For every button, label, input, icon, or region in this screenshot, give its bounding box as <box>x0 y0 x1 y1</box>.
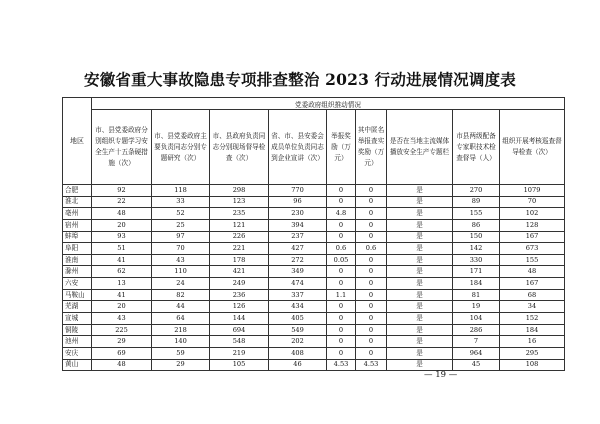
table-cell: 0 <box>356 301 387 313</box>
table-row <box>63 266 565 278</box>
column-header: 其中匿名举报查实奖励（万元） <box>356 110 387 185</box>
table-cell: 155 <box>500 254 565 266</box>
table-cell: 41 <box>92 289 152 301</box>
column-header: 举报奖励（万元） <box>327 110 356 185</box>
table-cell: 236 <box>210 289 269 301</box>
table-cell: 1079 <box>500 185 565 197</box>
table-row <box>63 219 565 231</box>
table-cell: 70 <box>152 243 210 255</box>
table-cell: 48 <box>92 208 152 220</box>
table-cell: 82 <box>152 289 210 301</box>
table-cell: 0 <box>356 266 387 278</box>
table-cell: 0 <box>356 185 387 197</box>
table-cell: 22 <box>92 196 152 208</box>
table-cell: 44 <box>152 301 210 313</box>
table-cell: 474 <box>269 278 327 290</box>
table-cell: 0.05 <box>327 254 356 266</box>
region-cell: 马鞍山 <box>63 289 92 301</box>
column-header: 市、县党委政府分别组织专题学习安全生产十五条硬措施（次） <box>92 110 152 185</box>
table-cell: 770 <box>269 185 327 197</box>
table-cell: 7 <box>453 336 500 348</box>
table-cell: 0 <box>356 231 387 243</box>
table-cell: 是 <box>387 185 453 197</box>
table-cell: 434 <box>269 301 327 313</box>
table-cell: 249 <box>210 278 269 290</box>
table-cell: 0 <box>356 347 387 359</box>
table-cell: 89 <box>453 196 500 208</box>
column-header: 是否在当地主流媒体播放安全生产专题栏 <box>387 110 453 185</box>
column-header: 市县两级配备专家职技术检查督导（人） <box>453 110 500 185</box>
table-cell: 102 <box>500 208 565 220</box>
table-cell: 167 <box>500 231 565 243</box>
table-cell: 0 <box>327 185 356 197</box>
table-cell: 230 <box>269 208 327 220</box>
table-cell: 144 <box>210 313 269 325</box>
table-cell: 13 <box>92 278 152 290</box>
table-cell: 是 <box>387 289 453 301</box>
table-cell: 51 <box>92 243 152 255</box>
region-cell: 淮南 <box>63 254 92 266</box>
table-cell: 394 <box>269 219 327 231</box>
table-cell: 96 <box>269 196 327 208</box>
table-cell: 337 <box>269 289 327 301</box>
table-cell: 0 <box>356 289 387 301</box>
table-row <box>63 347 565 359</box>
table-cell: 104 <box>453 313 500 325</box>
column-header: 市、县党委政府主要负责同志分别专题研究（次） <box>152 110 210 185</box>
table-cell: 69 <box>92 347 152 359</box>
table-row <box>63 196 565 208</box>
table-row <box>63 313 565 325</box>
table-cell: 86 <box>453 219 500 231</box>
region-cell: 宣城 <box>63 313 92 325</box>
table-cell: 286 <box>453 324 500 336</box>
table-row <box>63 301 565 313</box>
table-cell: 140 <box>152 336 210 348</box>
table-cell: 是 <box>387 254 453 266</box>
region-cell: 铜陵 <box>63 324 92 336</box>
table-cell: 43 <box>92 313 152 325</box>
column-header: 省、市、县安委会成员单位负责同志到企业宣讲（次） <box>269 110 327 185</box>
table-cell: 64 <box>152 313 210 325</box>
table-body <box>63 185 565 371</box>
table-cell: 0 <box>356 208 387 220</box>
table-cell: 41 <box>92 254 152 266</box>
table-row <box>63 359 565 371</box>
table-cell: 0.6 <box>356 243 387 255</box>
table-cell: 48 <box>500 266 565 278</box>
table-cell: 0 <box>327 219 356 231</box>
table-cell: 是 <box>387 301 453 313</box>
table-cell: 110 <box>152 266 210 278</box>
region-cell: 宿州 <box>63 219 92 231</box>
table-cell: 408 <box>269 347 327 359</box>
table-cell: 29 <box>152 359 210 371</box>
table-cell: 0 <box>356 196 387 208</box>
region-cell: 安庆 <box>63 347 92 359</box>
table-cell: 20 <box>92 219 152 231</box>
table-cell: 48 <box>92 359 152 371</box>
table-cell: 295 <box>500 347 565 359</box>
table-cell: 4.8 <box>327 208 356 220</box>
table-cell: 是 <box>387 231 453 243</box>
region-cell: 蚌埠 <box>63 231 92 243</box>
table-cell: 81 <box>453 289 500 301</box>
table-cell: 0 <box>327 231 356 243</box>
table-row <box>63 324 565 336</box>
table-cell: 225 <box>92 324 152 336</box>
table-cell: 0 <box>356 219 387 231</box>
table-cell: 0 <box>327 301 356 313</box>
table-cell: 68 <box>500 289 565 301</box>
table-cell: 25 <box>152 219 210 231</box>
table-cell: 97 <box>152 231 210 243</box>
table-cell: 105 <box>210 359 269 371</box>
header-row <box>63 110 565 185</box>
table-cell: 0 <box>327 278 356 290</box>
table-cell: 219 <box>210 347 269 359</box>
table-cell: 52 <box>152 208 210 220</box>
table-cell: 是 <box>387 219 453 231</box>
table-cell: 43 <box>152 254 210 266</box>
table-cell: 0 <box>356 324 387 336</box>
table-cell: 0 <box>327 347 356 359</box>
table-cell: 405 <box>269 313 327 325</box>
table-cell: 0 <box>356 336 387 348</box>
region-cell: 亳州 <box>63 208 92 220</box>
table-cell: 270 <box>453 185 500 197</box>
table-cell: 是 <box>387 208 453 220</box>
region-cell: 淮北 <box>63 196 92 208</box>
table-cell: 272 <box>269 254 327 266</box>
table-cell: 是 <box>387 336 453 348</box>
table-row <box>63 289 565 301</box>
table-cell: 46 <box>269 359 327 371</box>
table-cell: 427 <box>269 243 327 255</box>
table-cell: 155 <box>453 208 500 220</box>
table-cell: 是 <box>387 359 453 371</box>
table-cell: 171 <box>453 266 500 278</box>
table-cell: 549 <box>269 324 327 336</box>
table-cell: 349 <box>269 266 327 278</box>
table-cell: 128 <box>500 219 565 231</box>
table-cell: 0 <box>356 313 387 325</box>
column-header: 组织开展考核巡查督导检查（次） <box>500 110 565 185</box>
table-cell: 0 <box>327 336 356 348</box>
table-cell: 是 <box>387 278 453 290</box>
table-cell: 0.6 <box>327 243 356 255</box>
table-row <box>63 254 565 266</box>
table-cell: 330 <box>453 254 500 266</box>
table-cell: 62 <box>92 266 152 278</box>
table-cell: 是 <box>387 313 453 325</box>
region-cell: 阜阳 <box>63 243 92 255</box>
table-cell: 0 <box>327 266 356 278</box>
table-cell: 178 <box>210 254 269 266</box>
table-cell: 93 <box>92 231 152 243</box>
table-cell: 45 <box>453 359 500 371</box>
table-cell: 59 <box>152 347 210 359</box>
table-cell: 184 <box>453 278 500 290</box>
region-header: 地区 <box>63 98 92 185</box>
table-cell: 0 <box>327 324 356 336</box>
table-row <box>63 336 565 348</box>
table-cell: 是 <box>387 243 453 255</box>
group-header: 党委政府组织推动情况 <box>92 98 565 110</box>
header-row-group <box>63 98 565 110</box>
table-cell: 0 <box>356 254 387 266</box>
table-row <box>63 243 565 255</box>
table-cell: 298 <box>210 185 269 197</box>
table-cell: 126 <box>210 301 269 313</box>
table-cell: 184 <box>500 324 565 336</box>
table-cell: 421 <box>210 266 269 278</box>
table-cell: 24 <box>152 278 210 290</box>
region-cell: 滁州 <box>63 266 92 278</box>
region-cell: 六安 <box>63 278 92 290</box>
table-cell: 4.53 <box>327 359 356 371</box>
table-cell: 218 <box>152 324 210 336</box>
table-cell: 是 <box>387 324 453 336</box>
table-cell: 150 <box>453 231 500 243</box>
table-row <box>63 278 565 290</box>
table-cell: 是 <box>387 266 453 278</box>
table-cell: 16 <box>500 336 565 348</box>
progress-table <box>62 97 565 371</box>
table-cell: 20 <box>92 301 152 313</box>
table-cell: 0 <box>356 278 387 290</box>
table-cell: 92 <box>92 185 152 197</box>
region-cell: 池州 <box>63 336 92 348</box>
table-cell: 19 <box>453 301 500 313</box>
region-cell: 芜湖 <box>63 301 92 313</box>
table-cell: 0 <box>327 196 356 208</box>
table-cell: 33 <box>152 196 210 208</box>
table-cell: 34 <box>500 301 565 313</box>
table-cell: 548 <box>210 336 269 348</box>
table-cell: 167 <box>500 278 565 290</box>
table-cell: 226 <box>210 231 269 243</box>
table-cell: 70 <box>500 196 565 208</box>
table-cell: 202 <box>269 336 327 348</box>
table-cell: 694 <box>210 324 269 336</box>
page-number: — 19 — <box>424 370 458 380</box>
table-cell: 是 <box>387 347 453 359</box>
table-cell: 108 <box>500 359 565 371</box>
table-cell: 221 <box>210 243 269 255</box>
column-header: 市、县政府负责同志分别现场督导检查（次） <box>210 110 269 185</box>
table-cell: 4.53 <box>356 359 387 371</box>
table-row <box>63 185 565 197</box>
region-cell: 合肥 <box>63 185 92 197</box>
table-cell: 是 <box>387 196 453 208</box>
table-cell: 121 <box>210 219 269 231</box>
table-cell: 964 <box>453 347 500 359</box>
table-cell: 29 <box>92 336 152 348</box>
region-cell: 黄山 <box>63 359 92 371</box>
table-cell: 118 <box>152 185 210 197</box>
table-row <box>63 208 565 220</box>
table-cell: 673 <box>500 243 565 255</box>
page-title: 安徽省重大事故隐患专项排查整治 2023 行动进展情况调度表 <box>84 70 516 89</box>
table-cell: 237 <box>269 231 327 243</box>
table-row <box>63 231 565 243</box>
table-cell: 142 <box>453 243 500 255</box>
table-cell: 235 <box>210 208 269 220</box>
table-cell: 1.1 <box>327 289 356 301</box>
table-cell: 0 <box>327 313 356 325</box>
table-cell: 152 <box>500 313 565 325</box>
table-cell: 123 <box>210 196 269 208</box>
